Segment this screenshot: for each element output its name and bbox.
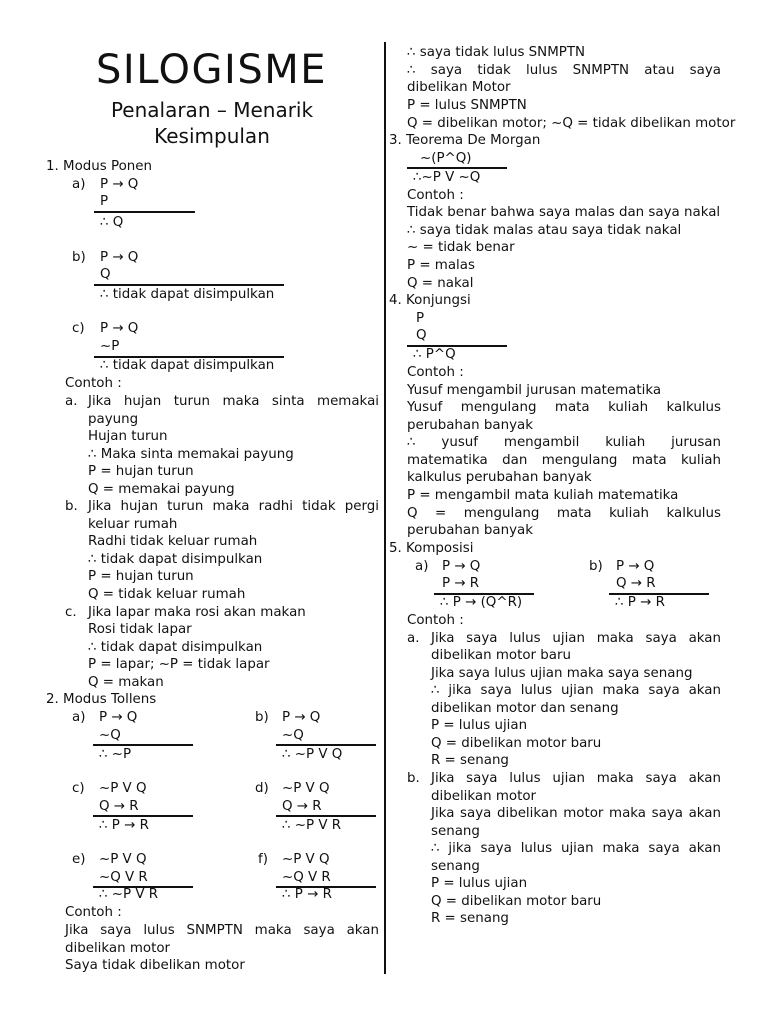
mt-d-label: d) [255, 781, 269, 796]
mp-b-label: b) [72, 250, 86, 265]
mt-f-conclusion: ∴ P → R [282, 887, 332, 902]
de-morgan-example-line1: Tidak benar bahwa saya malas dan saya nakal [407, 205, 721, 220]
tollens-conclusion-2a: ∴ saya tidak lulus SNMPTN atau saya [407, 63, 721, 78]
konjungsi-conclusion: ∴ P^Q [413, 347, 456, 362]
konjungsi-example-line3a: ∴ yusuf mengambil kuliah jurusan [407, 435, 721, 450]
km-a-premise2: P → R [442, 576, 480, 591]
mt-a-label: a) [72, 710, 86, 725]
mt-b-premise1: P → Q [282, 710, 321, 725]
section-modus-ponen-title: 1. Modus Ponen [46, 159, 153, 174]
mt-d-premise1: ~P V Q [282, 781, 330, 796]
km-example-a-line3: Jika saya lulus ujian maka saya senang [431, 666, 693, 681]
mp-a-premise1: P → Q [100, 177, 139, 192]
section-de-morgan-title: 3. Teorema De Morgan [389, 133, 541, 148]
tollens-example-line3: Saya tidak dibelikan motor [65, 958, 245, 973]
section-komposisi-title: 5. Komposisi [389, 541, 474, 556]
de-morgan-example-line4: P = malas [407, 258, 475, 273]
km-example-b-line1: Jika saya lulus ujian maka saya akan [431, 771, 721, 786]
de-morgan-example-line2: ∴ saya tidak malas atau saya tidak nakal [407, 223, 682, 238]
mt-c-conclusion: ∴ P → R [99, 818, 149, 833]
page-title: SILOGISME [96, 47, 327, 93]
mt-e-conclusion: ∴ ~P V R [99, 887, 159, 902]
mt-c-premise1: ~P V Q [99, 781, 147, 796]
km-b-label: b) [589, 559, 603, 574]
mt-b-conclusion: ∴ ~P V Q [282, 747, 343, 762]
mt-d-conclusion: ∴ ~P V R [282, 818, 342, 833]
de-morgan-contoh-label: Contoh : [407, 188, 464, 203]
mp-b-conclusion: ∴ tidak dapat disimpulkan [100, 287, 275, 302]
example-b-line3: Radhi tidak keluar rumah [88, 534, 258, 549]
km-example-a-line6: P = lulus ujian [431, 718, 528, 733]
km-b-conclusion: ∴ P → R [615, 595, 665, 610]
column-divider [384, 42, 386, 974]
komposisi-contoh-label: Contoh : [407, 613, 464, 628]
mp-c-premise2: ~P [100, 339, 120, 354]
km-example-b-line6: senang [431, 859, 480, 874]
konjungsi-premise2: Q [416, 328, 427, 343]
example-a-line4: ∴ Maka sinta memakai payung [88, 447, 294, 462]
km-example-a-line2: dibelikan motor baru [431, 648, 572, 663]
mt-b-premise2: ~Q [282, 728, 304, 743]
mt-d-premise2: Q → R [282, 799, 322, 814]
mt-e-premise1: ~P V Q [99, 852, 147, 867]
km-example-a-line8: R = senang [431, 753, 509, 768]
km-b-premise1: P → Q [616, 559, 655, 574]
konjungsi-contoh-label: Contoh : [407, 365, 464, 380]
mt-f-premise1: ~P V Q [282, 852, 330, 867]
mt-c-premise2: Q → R [99, 799, 139, 814]
tollens-def-q: Q = dibelikan motor; ~Q = tidak dibelikan motor [407, 116, 736, 131]
mt-a-premise1: P → Q [99, 710, 138, 725]
km-example-b-line9: R = senang [431, 911, 509, 926]
page-subtitle-line2: Kesimpulan [154, 124, 270, 148]
tollens-conclusion-2b: dibelikan Motor [407, 80, 511, 95]
example-c-line5: Q = makan [88, 675, 164, 690]
km-example-a-label: a. [407, 631, 420, 646]
example-a-line6: Q = memakai payung [88, 482, 235, 497]
section-modus-tollens-title: 2. Modus Tollens [46, 692, 157, 707]
example-c-label: c. [65, 605, 77, 620]
contoh-tollens-label: Contoh : [65, 905, 122, 920]
mp-c-label: c) [72, 321, 85, 336]
example-b-line5: P = hujan turun [88, 569, 194, 584]
mt-b-label: b) [255, 710, 269, 725]
konjungsi-example-line3c: kalkulus perubahan banyak [407, 470, 592, 485]
example-c-line2: Rosi tidak lapar [88, 622, 192, 637]
section-konjungsi-title: 4. Konjungsi [389, 293, 471, 308]
mp-a-conclusion: ∴ Q [100, 215, 124, 230]
konjungsi-premise1: P [416, 311, 425, 326]
konjungsi-example-line5b: perubahan banyak [407, 523, 533, 538]
konjungsi-example-line2a: Yusuf mengulang mata kuliah kalkulus [407, 400, 721, 415]
mt-f-premise2: ~Q V R [282, 870, 331, 885]
mt-e-premise2: ~Q V R [99, 870, 148, 885]
de-morgan-example-line3: ~ = tidak benar [407, 240, 515, 255]
de-morgan-example-line5: Q = nakal [407, 276, 474, 291]
km-example-b-line4: senang [431, 824, 480, 839]
konjungsi-example-line3b: matematika dan mengulang mata kuliah [407, 453, 721, 468]
mt-c-label: c) [72, 781, 85, 796]
konjungsi-example-line4: P = mengambil mata kuliah matematika [407, 488, 679, 503]
example-a-line3: Hujan turun [88, 429, 168, 444]
example-b-line4: ∴ tidak dapat disimpulkan [88, 552, 263, 567]
km-example-b-label: b. [407, 771, 420, 786]
example-c-line1: Jika lapar maka rosi akan makan [88, 605, 306, 620]
page-subtitle-line1: Penalaran – Menarik [110, 98, 314, 122]
example-a-label: a. [65, 394, 78, 409]
mt-f-label: f) [258, 852, 268, 867]
km-a-label: a) [415, 559, 429, 574]
example-b-label: b. [65, 499, 78, 514]
km-a-conclusion: ∴ P → (Q^R) [440, 595, 523, 610]
example-a-line2: payung [88, 412, 139, 427]
tollens-conclusion-1: ∴ saya tidak lulus SNMPTN [407, 45, 586, 60]
km-example-b-line2: dibelikan motor [431, 789, 537, 804]
example-b-line6: Q = tidak keluar rumah [88, 587, 246, 602]
tollens-def-p: P = lulus SNMPTN [407, 98, 527, 113]
mp-a-label: a) [72, 177, 86, 192]
km-a-premise1: P → Q [442, 559, 481, 574]
km-example-b-line5: ∴ jika saya lulus ujian maka saya akan [431, 841, 721, 856]
example-c-line3: ∴ tidak dapat disimpulkan [88, 640, 263, 655]
mp-a-premise2: P [100, 194, 109, 209]
mt-a-conclusion: ∴ ~P [99, 747, 132, 762]
km-example-b-line8: Q = dibelikan motor baru [431, 894, 602, 909]
mp-a-rule [94, 211, 195, 213]
km-example-a-line1: Jika saya lulus ujian maka saya akan [431, 631, 721, 646]
example-c-line4: P = lapar; ~P = tidak lapar [88, 657, 270, 672]
example-b-line2: keluar rumah [88, 517, 178, 532]
mp-c-conclusion: ∴ tidak dapat disimpulkan [100, 358, 275, 373]
tollens-example-line2: dibelikan motor [65, 941, 171, 956]
de-morgan-conclusion: ∴~P V ~Q [413, 170, 481, 185]
mp-b-premise2: Q [100, 267, 111, 282]
example-a-line1: Jika hujan turun maka sinta memakai [88, 394, 379, 409]
km-example-a-line5: dibelikan motor dan senang [431, 701, 619, 716]
mt-e-label: e) [72, 852, 86, 867]
example-b-line1: Jika hujan turun maka radhi tidak pergi [88, 499, 379, 514]
km-example-b-line7: P = lulus ujian [431, 876, 528, 891]
tollens-example-line1: Jika saya lulus SNMPTN maka saya akan [65, 923, 379, 938]
example-a-line5: P = hujan turun [88, 464, 194, 479]
mt-a-premise2: ~Q [99, 728, 121, 743]
konjungsi-example-line2b: perubahan banyak [407, 418, 533, 433]
km-example-a-line4: ∴ jika saya lulus ujian maka saya akan [431, 683, 721, 698]
km-b-premise2: Q → R [616, 576, 656, 591]
konjungsi-example-line5a: Q = mengulang mata kuliah kalkulus [407, 506, 721, 521]
km-example-b-line3: Jika saya dibelikan motor maka saya akan [431, 806, 721, 821]
contoh-label: Contoh : [65, 376, 122, 391]
km-example-a-line7: Q = dibelikan motor baru [431, 736, 602, 751]
mp-c-premise1: P → Q [100, 321, 139, 336]
konjungsi-example-line1: Yusuf mengambil jurusan matematika [407, 383, 662, 398]
mp-b-premise1: P → Q [100, 250, 139, 265]
de-morgan-premise: ~(P^Q) [420, 151, 472, 166]
